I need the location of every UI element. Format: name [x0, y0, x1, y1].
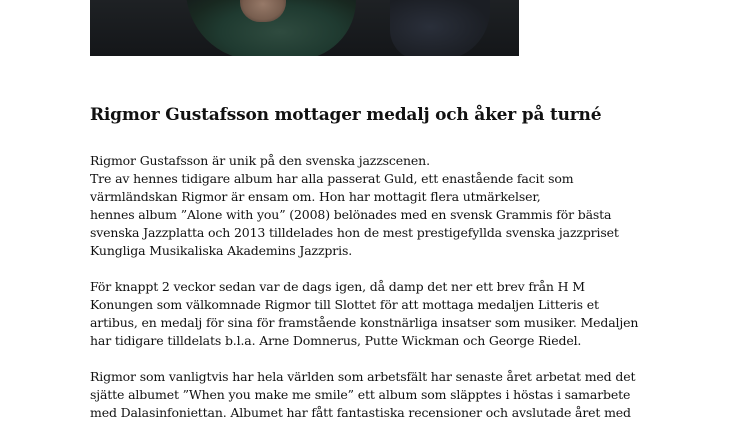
article-paragraph-2 — [90, 278, 660, 350]
paragraph-line: med Dalasinfoniettan. Albumet har fått fantastiska recensioner och avslutade året med — [90, 405, 631, 420]
article-paragraph-1 — [90, 152, 660, 260]
article-photo — [90, 0, 519, 56]
paragraph-line: Kungliga Musikaliska Akademins Jazzpris. — [90, 243, 353, 258]
paragraph-line: sjätte albumet ”When you make me smile” ett album som släpptes i höstas i samarbete — [90, 387, 631, 402]
article-title: Rigmor Gustafsson mottager medalj och åker på turné — [90, 105, 602, 125]
paragraph-line: För knappt 2 veckor sedan var de dags igen, då damp det ner ett brev från H M — [90, 279, 585, 294]
paragraph-line: Konungen som välkomnade Rigmor till Slottet för att mottaga medaljen Litteris et — [90, 297, 599, 312]
article-paragraph-3 — [90, 368, 660, 422]
paragraph-line: Tre av hennes tidigare album har alla passerat Guld, ett enastående facit som — [90, 171, 574, 186]
paragraph-line: hennes album ”Alone with you” (2008) belönades med en svensk Grammis för bästa — [90, 207, 612, 222]
paragraph-line: värmländskan Rigmor är ensam om. Hon har mottagit flera utmärkelser, — [90, 189, 541, 204]
photo-figure-second — [390, 0, 490, 56]
paragraph-line: artibus, en medalj för sina för framstående konstnärliga insatser som musiker. Medaljen — [90, 315, 639, 330]
paragraph-line: svenska Jazzplatta och 2013 tilldelades hon de mest prestigefyllda svenska jazzpriset — [90, 225, 619, 240]
article-content — [90, 103, 660, 422]
paragraph-line: Rigmor Gustafsson är unik på den svenska jazzscenen. — [90, 153, 430, 168]
paragraph-line: Rigmor som vanligtvis har hela världen som arbetsfält har senaste året arbetat med det — [90, 369, 636, 384]
paragraph-line: har tidigare tilldelats b.l.a. Arne Domnerus, Putte Wickman och George Riedel. — [90, 333, 582, 348]
